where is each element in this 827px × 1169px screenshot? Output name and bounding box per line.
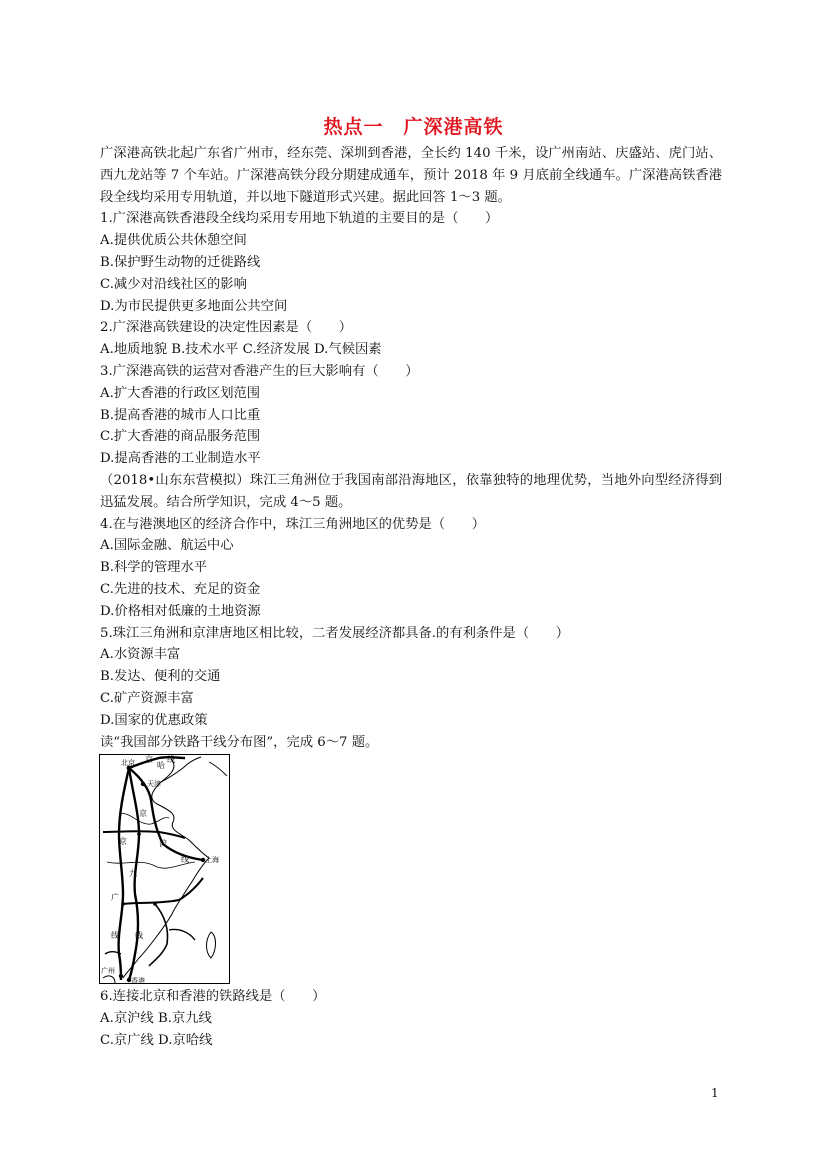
map-label-guangzhou: 广州 bbox=[101, 967, 115, 975]
question-3-option-d: D.提高香港的工业制造水平 bbox=[100, 451, 261, 467]
map-label-jing-hu-xian: 线 bbox=[181, 855, 189, 864]
question-2-options: A.地质地貌 B.技术水平 C.经济发展 D.气候因素 bbox=[100, 342, 382, 358]
intro-paragraph-3: 读“我国部分铁路干线分布图”，完成 6～7 题。 bbox=[100, 734, 379, 750]
intro-paragraph-1: 广深港高铁北起广东省广州市，经东莞、深圳到香港，全长约 140 千米，设广州南站、庆盛站、虎门站、西九龙站等 7 个车站。广深港高铁分段分期建成通车，预计 2018 年 9 月底前全线通车。广深港高铁香港段全线均采用专用轨道，并以地下隧道形式兴建。据此回答 1～3 题。 bbox=[100, 146, 722, 205]
railway-map-figure bbox=[99, 754, 231, 984]
intro-paragraph-2: （2018•山东东营模拟）珠江三角洲位于我国南部沿海地区，依靠独特的地理优势，当地外向型经济得到迅猛发展。结合所学知识，完成 4～5 题。 bbox=[100, 472, 722, 510]
junction-station bbox=[137, 832, 141, 836]
question-4-option-b: B.科学的管理水平 bbox=[100, 560, 208, 576]
map-label-jing-guang-xian: 线 bbox=[111, 931, 119, 940]
page-title: 热点一 广深港高铁 bbox=[323, 116, 504, 138]
question-3-option-b: B.提高香港的城市人口比重 bbox=[100, 407, 261, 423]
question-1-stem: 1.广深港高铁香港段全线均采用专用地下轨道的主要目的是（ ） bbox=[100, 211, 499, 227]
map-label-jing-guang-guang: 广 bbox=[111, 893, 119, 902]
question-1-option-a: A.提供优质公共休憩空间 bbox=[100, 233, 247, 249]
junction-station bbox=[153, 902, 157, 906]
question-5-option-a: A.水资源丰富 bbox=[100, 647, 181, 663]
guangzhou-station bbox=[119, 974, 123, 978]
question-6-stem: 6.连接北京和香港的铁路线是（ ） bbox=[100, 989, 326, 1004]
question-4-option-a: A.国际金融、航运中心 bbox=[100, 538, 234, 554]
question-content bbox=[100, 143, 722, 753]
map-label-jing-ha-xian: 线 bbox=[167, 755, 175, 764]
question-2-stem: 2.广深港高铁建设的决定性因素是（ ） bbox=[100, 320, 353, 336]
map-label-hongkong: 香港 bbox=[131, 977, 145, 984]
question-6-options-row-2: C.京广线 D.京哈线 bbox=[100, 1032, 213, 1048]
question-3-option-c: C.扩大香港的商品服务范围 bbox=[100, 429, 261, 445]
question-4-stem: 4.在与港澳地区的经济合作中，珠江三角洲地区的优势是（ ） bbox=[100, 516, 485, 532]
question-4-option-d: D.价格相对低廉的土地资源 bbox=[100, 603, 261, 619]
map-label-beijing: 北京 bbox=[121, 759, 135, 767]
junction-station bbox=[121, 902, 125, 906]
map-label-jing-ha-jing: 京 bbox=[145, 755, 153, 764]
map-label-jing-hu-hu: 沪 bbox=[159, 839, 167, 848]
question-6-options-row-1: A.京沪线 B.京九线 bbox=[100, 1010, 212, 1026]
question-6-block bbox=[100, 986, 722, 1051]
question-5-option-b: B.发达、便利的交通 bbox=[100, 669, 221, 685]
question-4-option-c: C.先进的技术、充足的资金 bbox=[100, 581, 261, 597]
question-5-option-c: C.矿产资源丰富 bbox=[100, 690, 194, 706]
question-5-option-d: D.国家的优惠政策 bbox=[100, 712, 208, 728]
question-3-stem: 3.广深港高铁的运营对香港产生的巨大影响有（ ） bbox=[100, 363, 419, 379]
tianjin-station bbox=[141, 782, 145, 786]
question-1-option-c: C.减少对沿线社区的影响 bbox=[100, 276, 247, 292]
question-5-stem: 5.珠江三角洲和京津唐地区相比较，二者发展经济都具备.的有利条件是（ ） bbox=[100, 625, 570, 641]
map-label-jing-hu-jing: 京 bbox=[139, 809, 147, 818]
question-3-option-a: A.扩大香港的行政区划范围 bbox=[100, 385, 261, 401]
map-label-jing-jiu-jing: 京 bbox=[119, 837, 127, 846]
map-label-shanghai: 上海 bbox=[205, 856, 219, 864]
map-label-jing-jiu-jiu: 九 bbox=[129, 869, 137, 878]
map-label-jing-jiu-xian: 线 bbox=[135, 931, 143, 940]
question-1-option-d: D.为市民提供更多地面公共空间 bbox=[100, 298, 288, 314]
map-label-tianjin: 天津 bbox=[147, 780, 161, 788]
question-1-option-b: B.保护野生动物的迁徙路线 bbox=[100, 254, 261, 270]
page-number: 1 bbox=[711, 1086, 719, 1100]
railway-map bbox=[99, 754, 231, 984]
map-label-jing-ha-ha: 哈 bbox=[157, 761, 165, 770]
